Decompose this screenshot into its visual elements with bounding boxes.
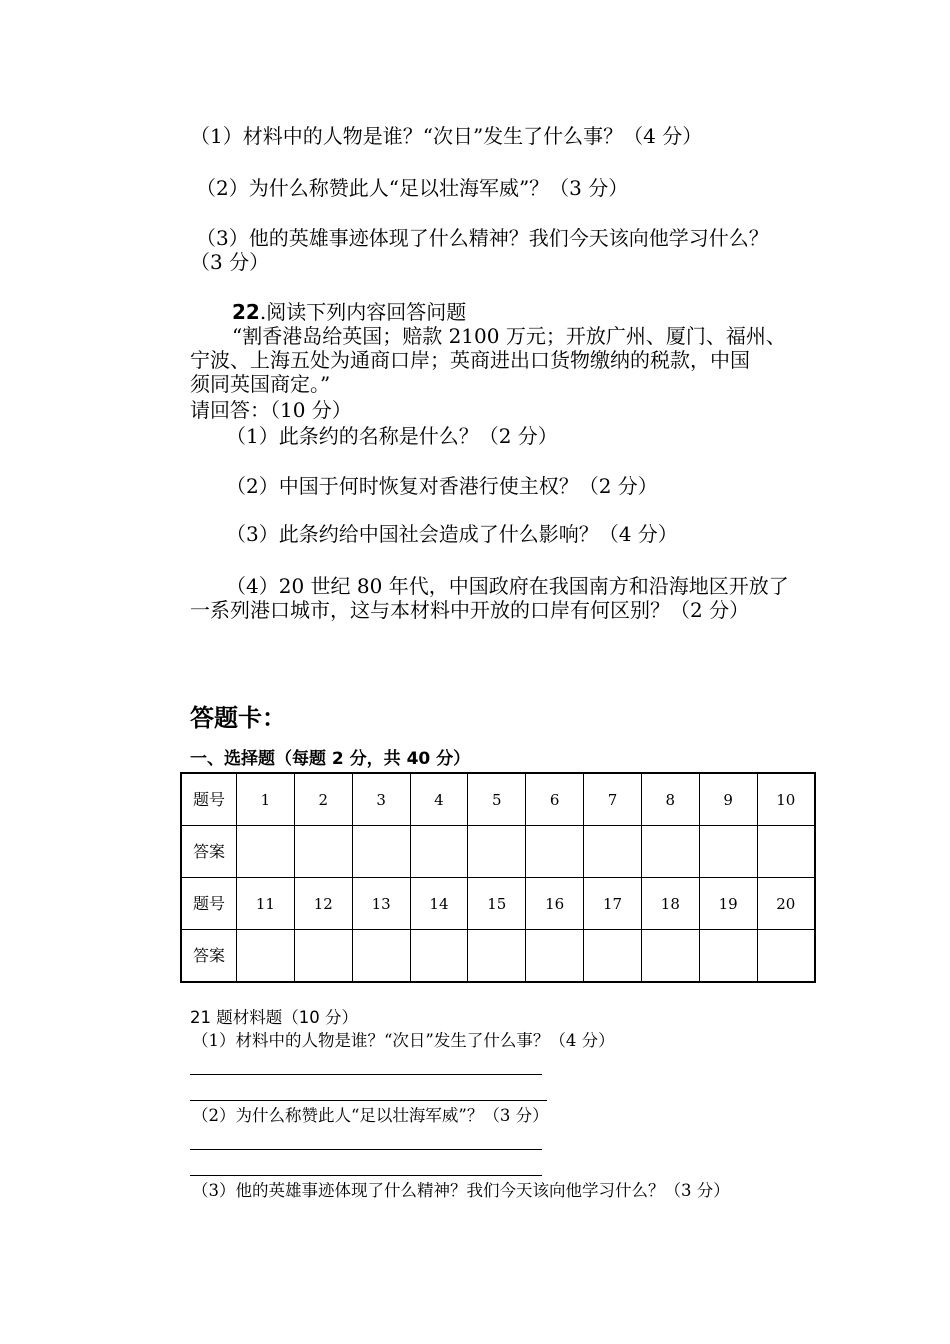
q22-quote-line-1: “割香港岛给英国；赔款 2100 万元；开放广州、厦门、福州、 <box>232 324 786 348</box>
answer-row-2 <box>181 930 815 983</box>
q22-quote-line-2: 宁波、上海五处为通商口岸；英商进出口货物缴纳的税款，中国 <box>190 348 750 372</box>
row-label-number: 题号 <box>181 773 237 826</box>
q22-question-2: （2）中国于何时恢复对香港行使主权？（2 分） <box>226 474 658 498</box>
answer-cell[interactable] <box>526 930 584 983</box>
question-number: 8 <box>641 773 699 826</box>
answer-cell[interactable] <box>294 826 352 878</box>
question-number: 18 <box>641 878 699 930</box>
answer-line[interactable] <box>190 1100 547 1101</box>
q22-question-3: （3）此条约给中国社会造成了什么影响？（4 分） <box>226 522 678 546</box>
row-label-answer: 答案 <box>181 930 237 983</box>
answer-cell[interactable] <box>757 826 815 878</box>
answer-cell[interactable] <box>352 826 410 878</box>
q21-question-3-points: （3 分） <box>190 250 270 274</box>
q22-quote-line-3: 须同英国商定。” <box>190 372 331 396</box>
answer-cell[interactable] <box>526 826 584 878</box>
question-number: 2 <box>294 773 352 826</box>
q21-answer-heading: 21 题材料题（10 分） <box>190 1008 358 1027</box>
question-number: 1 <box>237 773 295 826</box>
question-number: 12 <box>294 878 352 930</box>
row-label-number: 题号 <box>181 878 237 930</box>
answer-cell[interactable] <box>352 930 410 983</box>
answer-cell[interactable] <box>699 826 757 878</box>
q21-answer-question-2: （2）为什么称赞此人“足以壮海军威”？（3 分） <box>192 1106 549 1125</box>
answer-card-title: 答题卡： <box>190 704 286 732</box>
q21-question-1: （1）材料中的人物是谁？“次日”发生了什么事？（4 分） <box>190 124 703 148</box>
answer-cell[interactable] <box>641 930 699 983</box>
answer-cell[interactable] <box>699 930 757 983</box>
question-number: 19 <box>699 878 757 930</box>
question-number: 9 <box>699 773 757 826</box>
question-number: 3 <box>352 773 410 826</box>
question-number: 14 <box>410 878 468 930</box>
answer-cell[interactable] <box>468 930 526 983</box>
question-number: 16 <box>526 878 584 930</box>
number-row-2 <box>181 878 815 930</box>
q22-question-1: （1）此条约的名称是什么？（2 分） <box>226 424 558 448</box>
row-label-answer: 答案 <box>181 826 237 878</box>
q22-number: 22 <box>232 300 260 324</box>
answer-cell[interactable] <box>237 826 295 878</box>
q22-title: .阅读下列内容回答问题 <box>259 300 467 324</box>
question-number: 6 <box>526 773 584 826</box>
q22-prompt: 请回答：（10 分） <box>190 398 352 422</box>
answer-grid <box>180 772 816 983</box>
question-number: 5 <box>468 773 526 826</box>
question-number: 4 <box>410 773 468 826</box>
answer-cell[interactable] <box>757 930 815 983</box>
answer-cell[interactable] <box>584 826 642 878</box>
question-number: 17 <box>584 878 642 930</box>
question-number: 7 <box>584 773 642 826</box>
question-number: 20 <box>757 878 815 930</box>
answer-cell[interactable] <box>294 930 352 983</box>
question-number: 11 <box>237 878 295 930</box>
answer-cell[interactable] <box>237 930 295 983</box>
choice-section-heading: 一、选择题（每题 2 分，共 40 分） <box>190 749 471 769</box>
q21-question-3: （3）他的英雄事迹体现了什么精神？我们今天该向他学习什么？ <box>196 226 769 250</box>
q22-question-4-line-1: （4）20 世纪 80 年代，中国政府在我国南方和沿海地区开放了 <box>226 574 789 598</box>
answer-cell[interactable] <box>410 930 468 983</box>
question-number: 13 <box>352 878 410 930</box>
answer-cell[interactable] <box>584 930 642 983</box>
answer-line[interactable] <box>190 1149 542 1150</box>
question-number: 10 <box>757 773 815 826</box>
answer-cell[interactable] <box>641 826 699 878</box>
answer-cell[interactable] <box>410 826 468 878</box>
q21-answer-question-1: （1）材料中的人物是谁？“次日”发生了什么事？（4 分） <box>192 1031 615 1050</box>
q21-question-2: （2）为什么称赞此人“足以壮海军威”？（3 分） <box>196 176 629 200</box>
answer-line[interactable] <box>190 1175 542 1176</box>
number-row-1 <box>181 773 815 826</box>
answer-line[interactable] <box>190 1074 542 1075</box>
q22-question-4-line-2: 一系列港口城市，这与本材料中开放的口岸有何区别？（2 分） <box>190 598 750 622</box>
question-number: 15 <box>468 878 526 930</box>
answer-cell[interactable] <box>468 826 526 878</box>
answer-row-1 <box>181 826 815 878</box>
q22-heading <box>232 300 466 324</box>
q21-answer-question-3: （3）他的英雄事迹体现了什么精神？我们今天该向他学习什么？（3 分） <box>192 1181 730 1200</box>
